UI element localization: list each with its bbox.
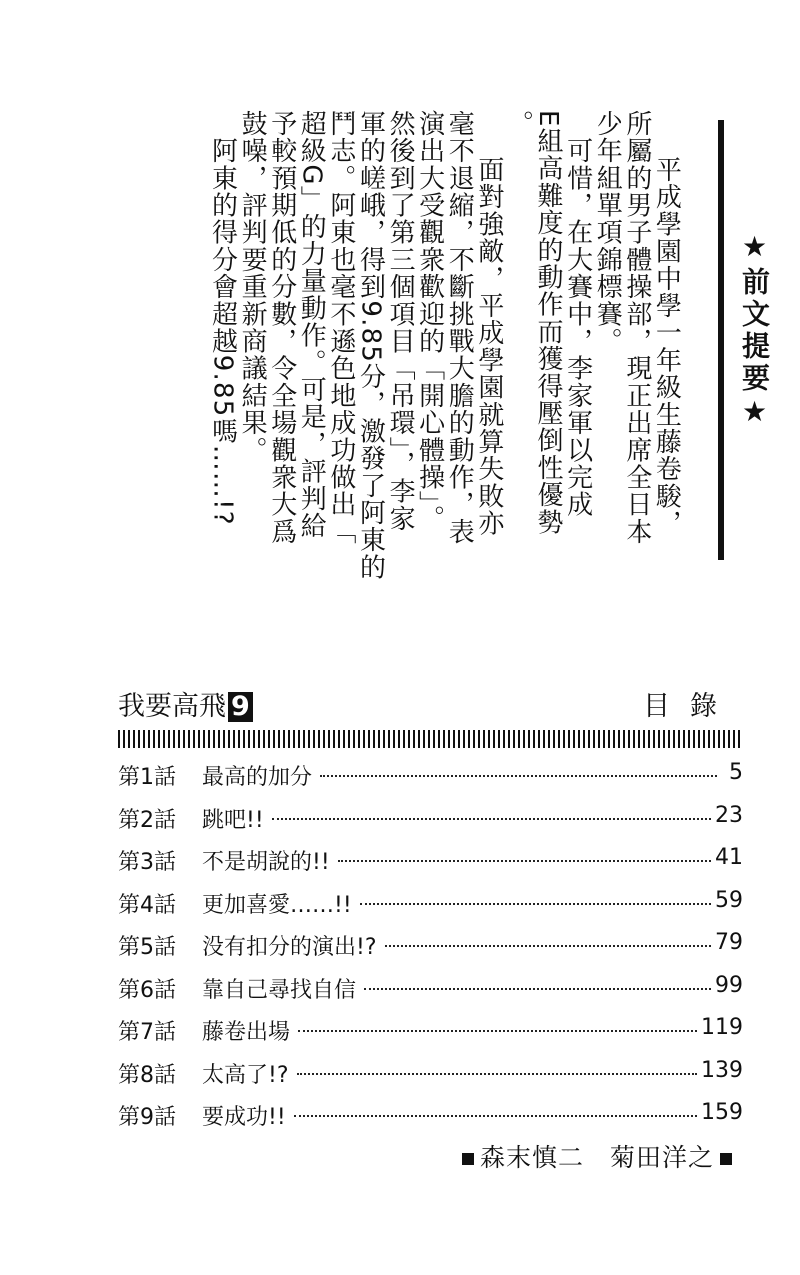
- leader-dots: [364, 973, 711, 990]
- summary-heading: ★前文提要★: [738, 230, 771, 432]
- chapter-page: 59: [715, 887, 743, 913]
- chapter-row: [118, 973, 743, 1016]
- toc-label: 目錄: [643, 691, 737, 722]
- chapter-page: 5: [729, 760, 743, 785]
- chapter-number: 第5話: [118, 935, 176, 960]
- chapter-number: 第3話: [118, 850, 176, 875]
- chapter-title: 要成功!!: [202, 1105, 286, 1130]
- chapter-number: 第8話: [118, 1062, 176, 1088]
- leader-dots: [385, 930, 712, 947]
- chapter-title: 跳吧!!: [202, 807, 264, 833]
- chapter-page: 139: [701, 1057, 743, 1083]
- chapter-page: 41: [715, 845, 743, 870]
- chapter-title: 没有扣分的演出!?: [202, 935, 377, 960]
- leader-dots: [294, 1100, 697, 1117]
- author-names: 森末慎二 菊田洋之: [479, 1143, 714, 1172]
- chapter-number: 第2話: [118, 807, 176, 833]
- leader-dots: [297, 1058, 698, 1075]
- chapter-page: 99: [715, 972, 743, 998]
- chapter-page: 119: [701, 1015, 743, 1040]
- leader-dots: [320, 760, 717, 777]
- chapter-row: [118, 760, 743, 803]
- square-bullet-icon: [720, 1153, 732, 1165]
- chapter-title: 最高的加分: [202, 765, 313, 790]
- leader-dots: [338, 845, 711, 862]
- summary-paragraph-2: 面對強敵，平成學園就算失敗亦 毫不退縮，不斷挑戰大膽的動作，表 演出大受觀衆歡迎的「開心體操」。 然後到了第三個項目「吊環」，李家 軍的嵯峨，得到9.85分，激發了阿東的 鬥志。阿東也毫不遜色地成功做出「 超級G」的力量動作。可是，評判給 予較預期低的分數，令全場觀衆大爲 鼓噪，評判要重新商議結果。 阿東的得分會超越9.85嗎……!?: [207, 110, 504, 581]
- leader-dots: [272, 803, 711, 820]
- summary-text: [207, 110, 710, 590]
- book-title-text: 我要高飛: [118, 691, 226, 722]
- leader-dots: [360, 888, 711, 905]
- toc-header: [118, 680, 743, 724]
- chapter-row: [118, 888, 743, 931]
- chapter-page: 79: [715, 930, 743, 955]
- chapter-title: 不是胡說的!!: [202, 850, 330, 875]
- chapter-page: 23: [715, 802, 743, 828]
- summary-divider: [718, 120, 724, 560]
- chapter-title: 太高了!?: [202, 1062, 289, 1088]
- chapter-row: [118, 1015, 743, 1058]
- chapter-title: 藤卷出場: [202, 1020, 291, 1045]
- chapter-row: [118, 930, 743, 973]
- chapter-number: 第7話: [118, 1020, 176, 1045]
- table-of-contents: [118, 680, 743, 1130]
- leader-dots: [298, 1015, 697, 1032]
- author-credit: [456, 1138, 738, 1174]
- chapter-number: 第1話: [118, 765, 176, 790]
- barcode-divider: [118, 730, 743, 748]
- chapter-number: 第9話: [118, 1105, 176, 1130]
- square-bullet-icon: [462, 1153, 474, 1165]
- book-title: [118, 684, 253, 723]
- volume-badge: 9: [228, 692, 253, 722]
- chapter-page: 159: [701, 1100, 743, 1125]
- chapter-row: [118, 845, 743, 888]
- chapter-row: [118, 803, 743, 846]
- chapter-row: [118, 1058, 743, 1101]
- chapter-number: 第6話: [118, 977, 176, 1003]
- summary-paragraph-1: 平成學園中學一年級生藤卷駿， 所屬的男子體操部，現正出席全日本 少年組單項錦標賽。 可惜，在大賽中，李家軍以完成 E組高難度的動作而獲得壓倒性優勢 。: [503, 110, 682, 546]
- chapter-title: 靠自己尋找自信: [202, 977, 357, 1003]
- chapter-list: [118, 760, 743, 1143]
- chapter-title: 更加喜愛……!!: [202, 892, 352, 918]
- chapter-row: [118, 1100, 743, 1143]
- chapter-number: 第4話: [118, 892, 176, 918]
